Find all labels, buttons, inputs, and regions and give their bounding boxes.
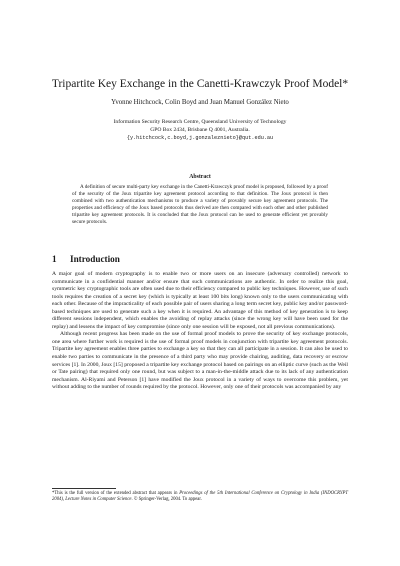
- author-list: Yvonne Hitchcock, Colin Boyd and Juan Manuel González Nieto: [111, 99, 289, 106]
- paper-title: Tripartite Key Exchange in the Canetti-Krawczyk Proof Model*: [51, 78, 349, 90]
- footnote-rule: [52, 488, 116, 489]
- footnote: [52, 491, 348, 503]
- affiliation-block: [0, 118, 400, 142]
- section-heading: [52, 254, 120, 264]
- footnote-text-1: *This is the full version of the extended abstract that appears in: [52, 491, 180, 496]
- affiliation-line-2: GPO Box 2434, Brisbane Q 4001, Australia.: [150, 127, 250, 133]
- affiliation-line-1: Information Security Research Centre, Queensland University of Technology: [113, 119, 287, 125]
- body-paragraph-2: Although recent progress has been made on the use of formal proof models to prove the security of key exchange protocols, one area where further work is required is the use of formal proof models in conjunction with tripartite key agreement protocols. Tripartite key agreement enables three parties to exchange a key so that they can all participate in a session. It can also be used to enable two parties to communicate in the presence of a third party who may provide chairing, auditing, data recovery or escrow services [1]. In 2000, Joux [15] proposed a tripartite key exchange protocol based on pairings on an elliptic curve (such as the Weil or Tate pairing) that required only one round, but was subject to a man-in-the-middle attack due to its lack of any authentication mechanism. Al-Riyami and Peterson [1] have modified the Joux protocol in a variety of ways to overcome this problem, yet without adding to the number of rounds required by the protocol. However, only one of their protocols was accompanied by any: [52, 331, 348, 391]
- abstract-heading: Abstract: [189, 174, 211, 180]
- footnote-text-2: . © Springer-Verlag, 2004. To appear.: [131, 497, 202, 503]
- author-emails: {y.hitchcock,c.boyd,j.gonzaleznieto}@qut.edu.au: [126, 135, 274, 141]
- body-paragraph-1: A major goal of modern cryptography is to enable two or more users on an insecure (adversary controlled) network to communicate in a confidential manner and/or ensure that such communications are authentic. In order to realize this goal, symmetric key cryptographic tools are often used due to their efficiency compared to public key techniques. However, use of such tools requires the creation of a secret key (which is typically at least 100 bits long) known only to the users communicating with each other. Because of the impracticality of each possible pair of users sharing a long term secret key, public key and/or password-based techniques are used to generate such a key when it is required. An advantage of this method of key generation is to keep different sessions independent, which enables the avoiding of replay attacks (since the wrong key will have been used for the replay) and lessens the impact of key compromise (since only one session will be exposed, not all previous communications).: [52, 271, 348, 330]
- abstract-text: A definition of secure multi-party key exchange in the Canetti-Krawczyk proof model is proposed, followed by a proof of the security of the Joux tripartite key agreement protocol according to that definition. The Joux protocol is then combined with two authentication mechanisms to produce a variety of provably secure key agreement protocols. The properties and efficiency of the Joux based protocols thus derived are then compared with each other and other published tripartite key agreement protocols. It is concluded that the Joux protocol can be used to generate efficient yet provably secure protocols.: [72, 184, 328, 226]
- section-number: 1: [52, 254, 57, 264]
- section-body: [52, 271, 348, 392]
- section-title: Introduction: [70, 254, 120, 264]
- footnote-venue: Proceedings of the 5th International Conference on Cryptology in India (INDOCRYPT 2004), Lecture Notes in Computer Science: [52, 491, 348, 503]
